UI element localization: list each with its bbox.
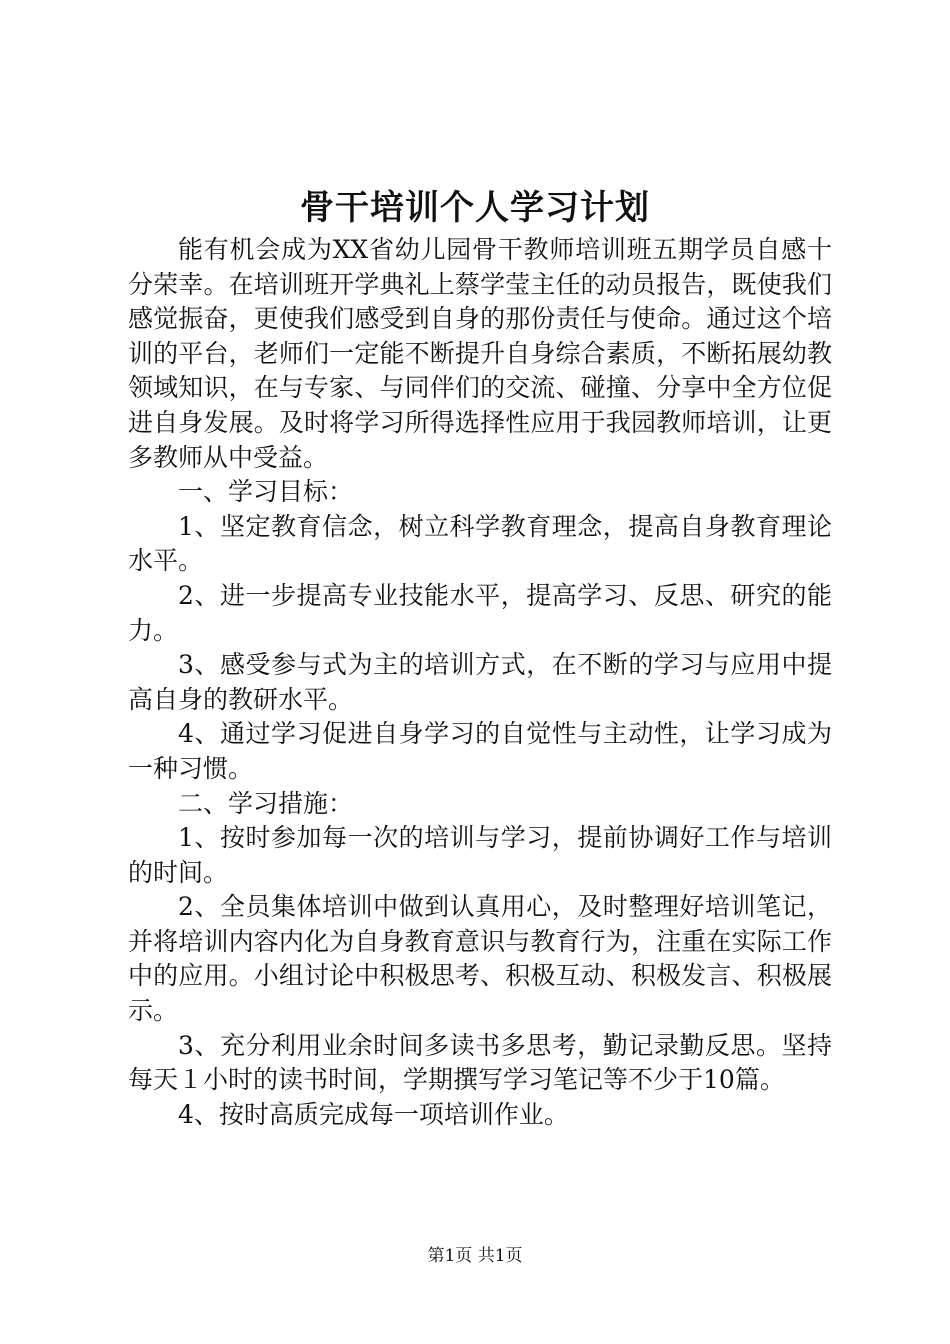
document-body — [128, 233, 832, 1132]
section-heading-goals: 一、学习目标： — [178, 477, 354, 507]
section-heading-measures: 二、学习措施： — [178, 788, 354, 818]
measure-item-2: 2、全员集体培训中做到认真用心，及时整理好培训笔记，并将培训内容内化为自身教育意识与教育行为，注重在实际工作中的应用。小组讨论中积极思考、积极互动、积极发言、积极展示。 — [128, 892, 832, 1026]
goal-item-3: 3、感受参与式为主的培训方式，在不断的学习与应用中提高自身的教研水平。 — [128, 650, 832, 714]
measure-item-4: 4、按时高质完成每一项培训作业。 — [178, 1099, 569, 1129]
goal-item-4: 4、通过学习促进自身学习的自觉性与主动性，让学习成为一种习惯。 — [128, 719, 832, 783]
measure-item-3: 3、充分利用业余时间多读书多思考，勤记录勤反思。坚持每天１小时的读书时间，学期撰写学习笔记等不少于10篇。 — [128, 1030, 832, 1095]
goal-item-1: 1、坚定教育信念，树立科学教育理念，提高自身教育理论水平。 — [128, 511, 832, 576]
intro-paragraph: 能有机会成为XX省幼儿园骨干教师培训班五期学员自感十分荣幸。在培训班开学典礼上蔡学莹主任的动员报告，既使我们感觉振奋，更使我们感受到自身的那份责任与使命。通过这个培训的平台，老师们一定能不断提升自身综合素质，不断拓展幼教领域知识，在与专家、与同伴们的交流、碰撞、分享中全方位促进自身发展。及时将学习所得选择性应用于我园教师培训，让更多教师从中受益。 — [128, 235, 832, 472]
document-title: 骨干培训个人学习计划 — [300, 188, 650, 228]
goal-item-2: 2、进一步提高专业技能水平，提高学习、反思、研究的能力。 — [128, 580, 832, 645]
page-footer: 第1页 共1页 — [427, 1246, 523, 1266]
measure-item-1: 1、按时参加每一次的培训与学习，提前协调好工作与培训的时间。 — [128, 823, 832, 887]
